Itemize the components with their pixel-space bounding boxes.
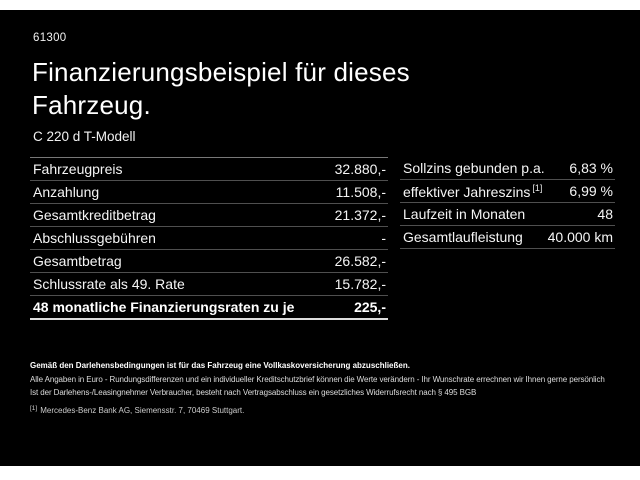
table-row-gesamtkreditbetrag [30,204,388,227]
table-row-schlussrate [30,273,388,296]
table-row-gesamtbetrag [30,250,388,273]
legal-footer [30,361,630,415]
table-row-fahrzeugpreis [30,158,388,181]
finance-offer-panel [0,10,640,466]
row-value: 32.880,- [334,161,386,177]
page-title-line1: Finanzierungsbeispiel für dieses [32,57,410,87]
vehicle-model-name: C 220 d T-Modell [33,129,136,144]
row-label: Gesamtlaufleistung [403,229,523,245]
table-row-abschlussgebuehren [30,227,388,250]
footnote-text: Mercedes-Benz Bank AG, Siemensstr. 7, 70469 Stuttgart. [40,405,245,415]
table-row-sollzins [400,157,615,180]
table-row-effektiver-jahreszins [400,180,615,203]
table-row-monatsrate [30,296,388,320]
row-label: Gesamtkreditbetrag [33,207,156,223]
footer-insurance-note: Gemäß den Darlehensbedingungen ist für das Fahrzeug eine Vollkaskoversicherung abzuschließen. [30,361,410,370]
footer-disclaimer-line1: Alle Angaben in Euro - Rundungsdifferenzen und ein individueller Kreditschutzbrief können die Werte verändern - Ihr Wunschrate errechnen wir Ihnen gerne persönlich [30,375,605,384]
footnote-marker: [1] [532,182,543,193]
offer-code: 61300 [33,32,67,44]
row-value: 21.372,- [334,207,386,223]
page-title-line2: Fahrzeug. [32,90,151,120]
row-value: 40.000 km [547,229,613,245]
footer-disclaimer-line2: Ist der Darlehens-/Leasingnehmer Verbraucher, besteht nach Vertragsabschluss ein gesetzliches Widerrufsrecht nach § 495 BGB [30,387,477,397]
row-value: 225,- [354,299,386,315]
row-label: effektiver Jahreszins [1] [403,182,543,200]
footnote-ref-marker: [1] [30,404,38,412]
row-value: 6,83 % [569,160,613,176]
table-row-anzahlung [30,181,388,204]
row-value: 48 [597,206,613,222]
row-value: 26.582,- [334,253,386,269]
row-value: 6,99 % [569,183,613,199]
finance-table-right [400,157,615,249]
row-value: - [381,230,386,246]
footer-footnote [30,405,630,415]
row-label: Fahrzeugpreis [33,161,123,177]
table-row-laufzeit [400,203,615,226]
page-title [32,56,410,122]
row-label: Sollzins gebunden p.a. [403,160,545,176]
row-label: Anzahlung [33,184,100,200]
row-label: Gesamtbetrag [33,253,122,269]
finance-table-left [30,157,388,320]
row-label: 48 monatliche Finanzierungsraten zu je [33,299,295,315]
row-label: Laufzeit in Monaten [403,206,526,222]
row-label: Schlussrate als 49. Rate [33,276,185,292]
row-label: Abschlussgebühren [33,230,156,246]
row-value: 11.508,- [335,184,386,200]
row-value: 15.782,- [334,276,386,292]
table-row-gesamtlaufleistung [400,226,615,249]
